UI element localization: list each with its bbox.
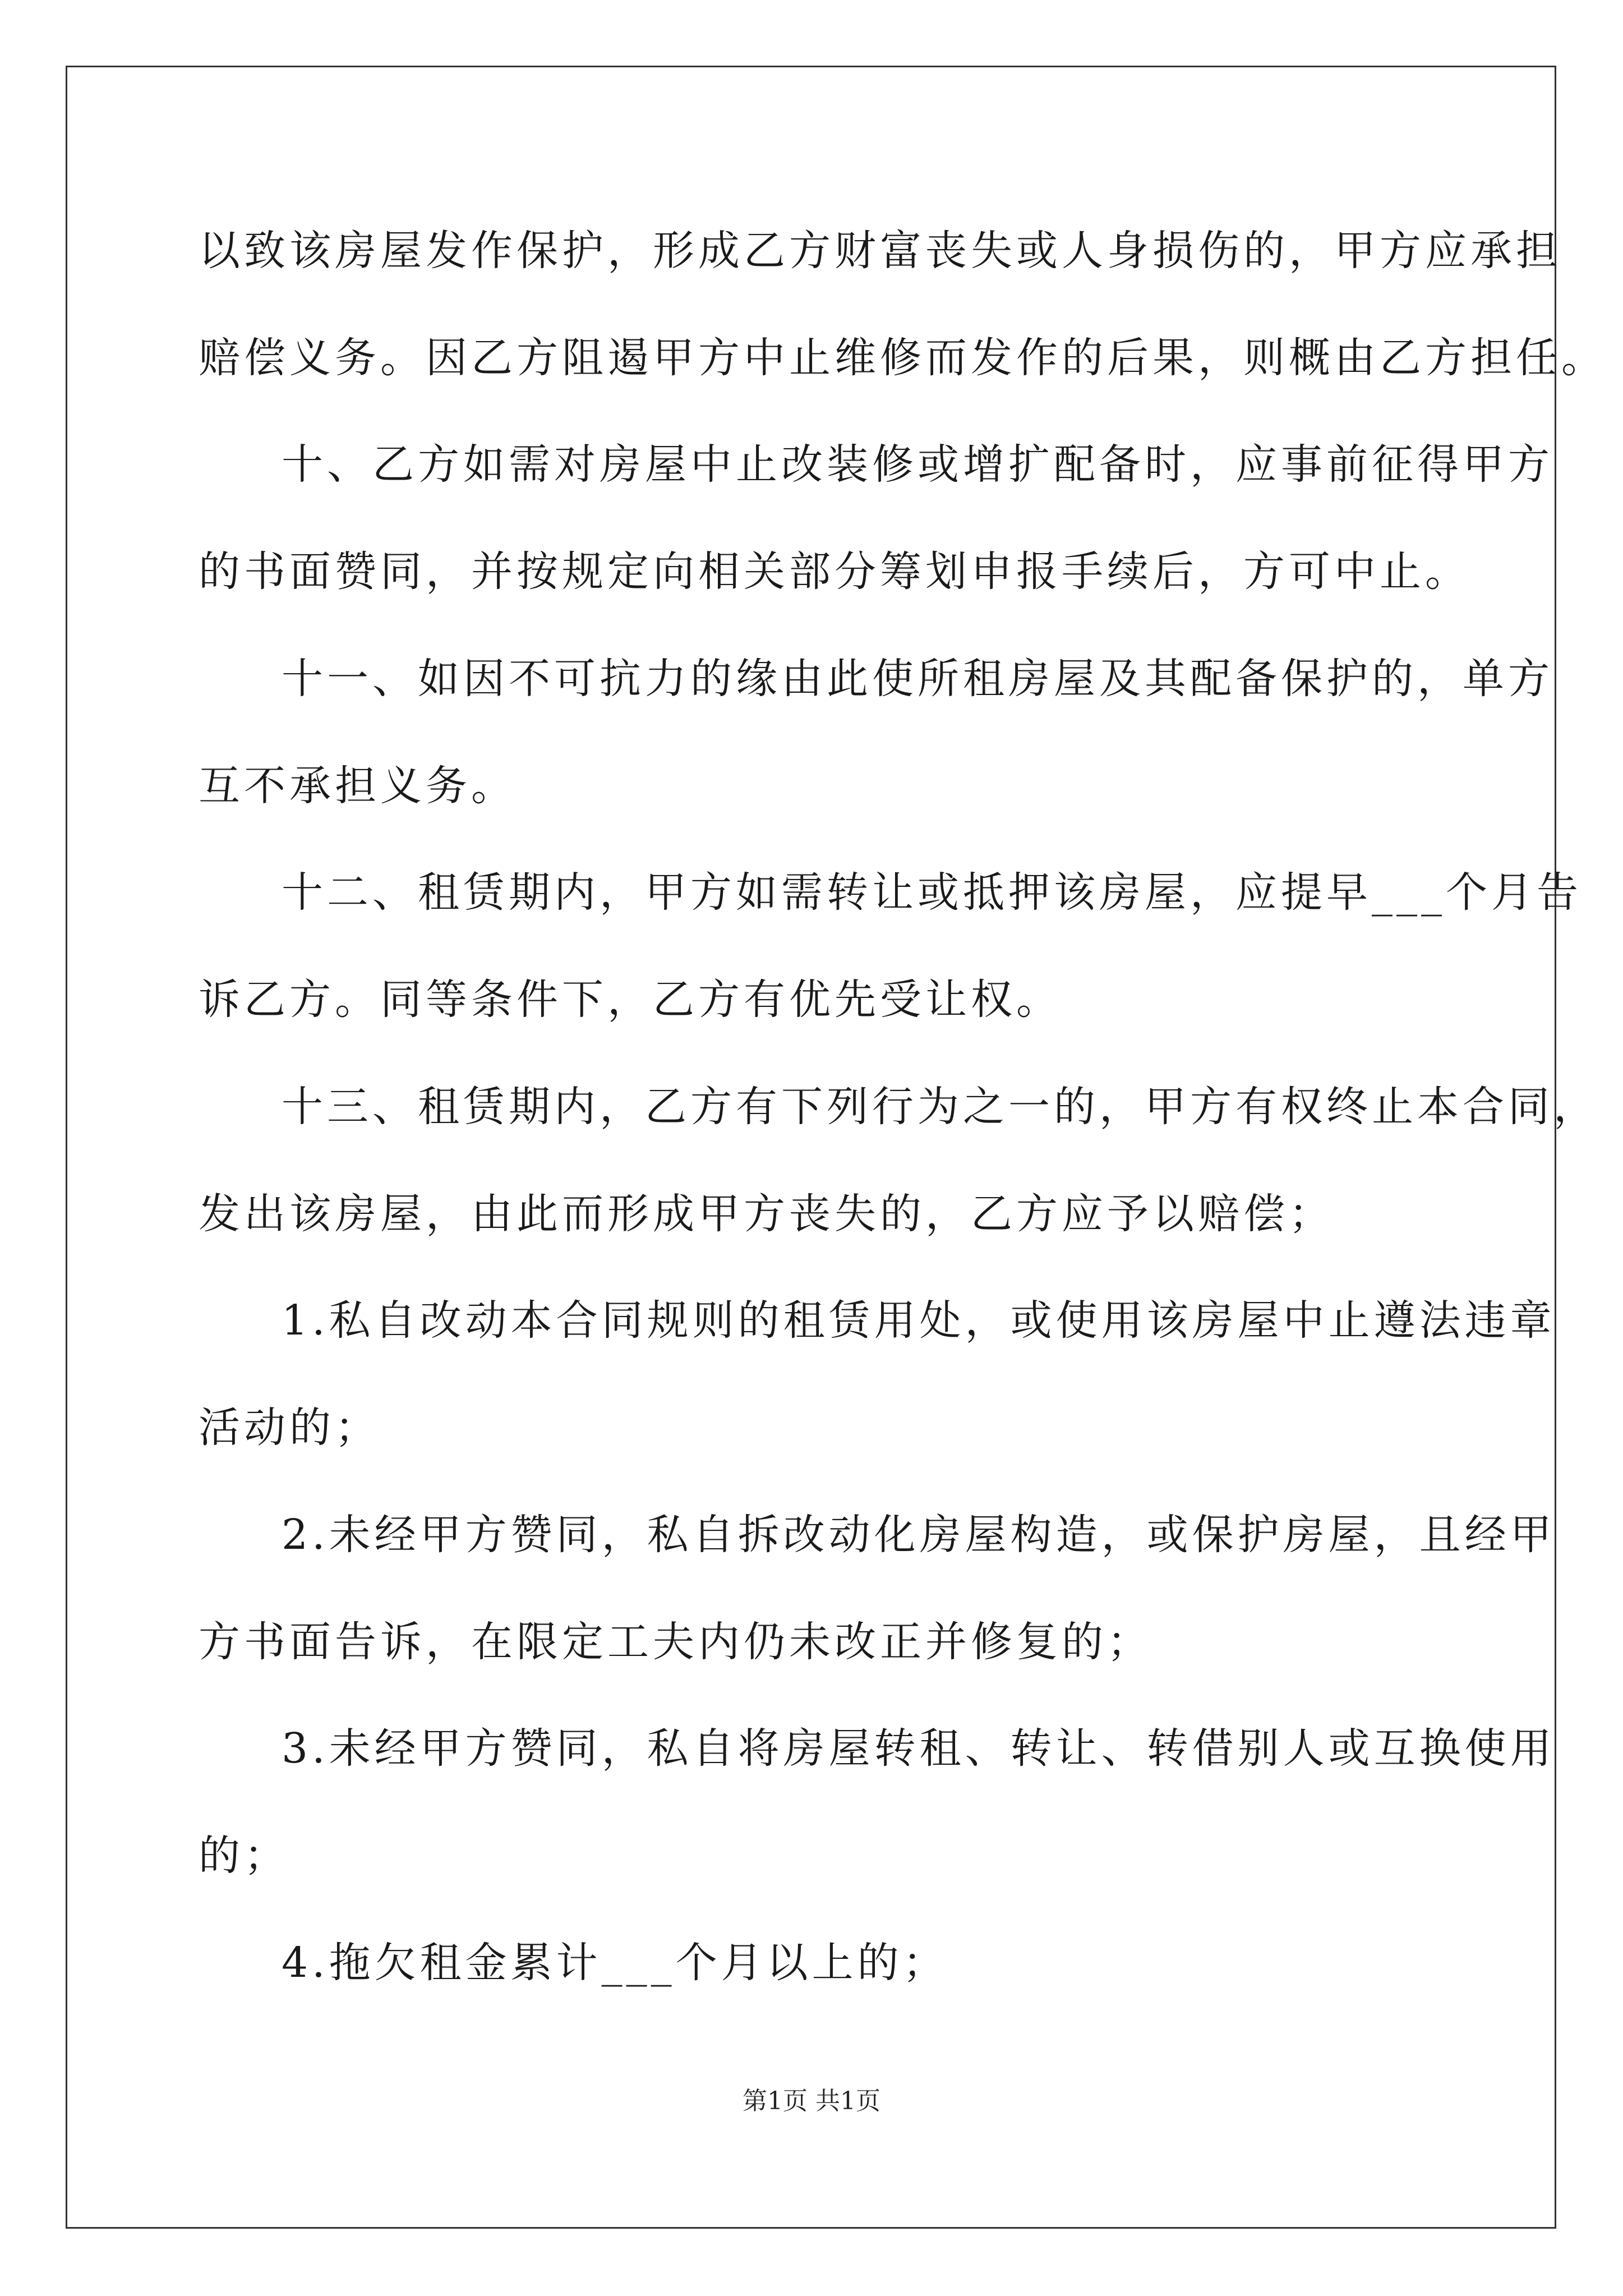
paragraph-line: 十、乙方如需对房屋中止改装修或增扩配备时，应事前征得甲方 <box>282 440 1553 489</box>
paragraph-line: 4.拖欠租金累计___个月以上的； <box>282 1939 948 1987</box>
paragraph-line: 互不承担义务。 <box>199 762 517 810</box>
paragraph-line: 的； <box>199 1832 289 1880</box>
paragraph-line: 3.未经甲方赞同，私自将房屋转租、转让、转借别人或互换使用 <box>282 1724 1556 1773</box>
paragraph-line: 十三、租赁期内，乙方有下列行为之一的，甲方有权终止本合同， <box>282 1083 1599 1131</box>
paragraph-line: 1.私自改动本合同规则的租赁用处，或使用该房屋中止遵法违章 <box>282 1296 1556 1345</box>
paragraph-line: 诉乙方。同等条件下，乙方有优先受让权。 <box>199 976 1062 1024</box>
paragraph-line: 2.未经甲方赞同，私自拆改动化房屋构造，或保护房屋，且经甲 <box>282 1511 1556 1559</box>
paragraph-line: 十二、租赁期内，甲方如需转让或抵押该房屋，应提早___个月告 <box>282 868 1582 917</box>
paragraph-line: 十一、如因不可抗力的缘由此使所租房屋及其配备保护的，单方 <box>282 655 1553 703</box>
paragraph-line: 发出该房屋，由此而形成甲方丧失的，乙方应予以赔偿； <box>199 1190 1334 1238</box>
paragraph-line: 赔偿义务。因乙方阻遏甲方中止维修而发作的后果，则概由乙方担任。 <box>199 334 1607 382</box>
paragraph-line: 以致该房屋发作保护，形成乙方财富丧失或人身损伤的，甲方应承担 <box>199 227 1561 275</box>
paragraph-line: 方书面告诉，在限定工夫内仍未改正并修复的； <box>199 1618 1152 1666</box>
page-number-footer: 第1页 共1页 <box>743 2087 880 2115</box>
page-border <box>66 66 1556 2229</box>
paragraph-line: 活动的； <box>199 1404 380 1452</box>
paragraph-line: 的书面赞同，并按规定向相关部分筹划申报手续后，方可中止。 <box>199 547 1470 596</box>
